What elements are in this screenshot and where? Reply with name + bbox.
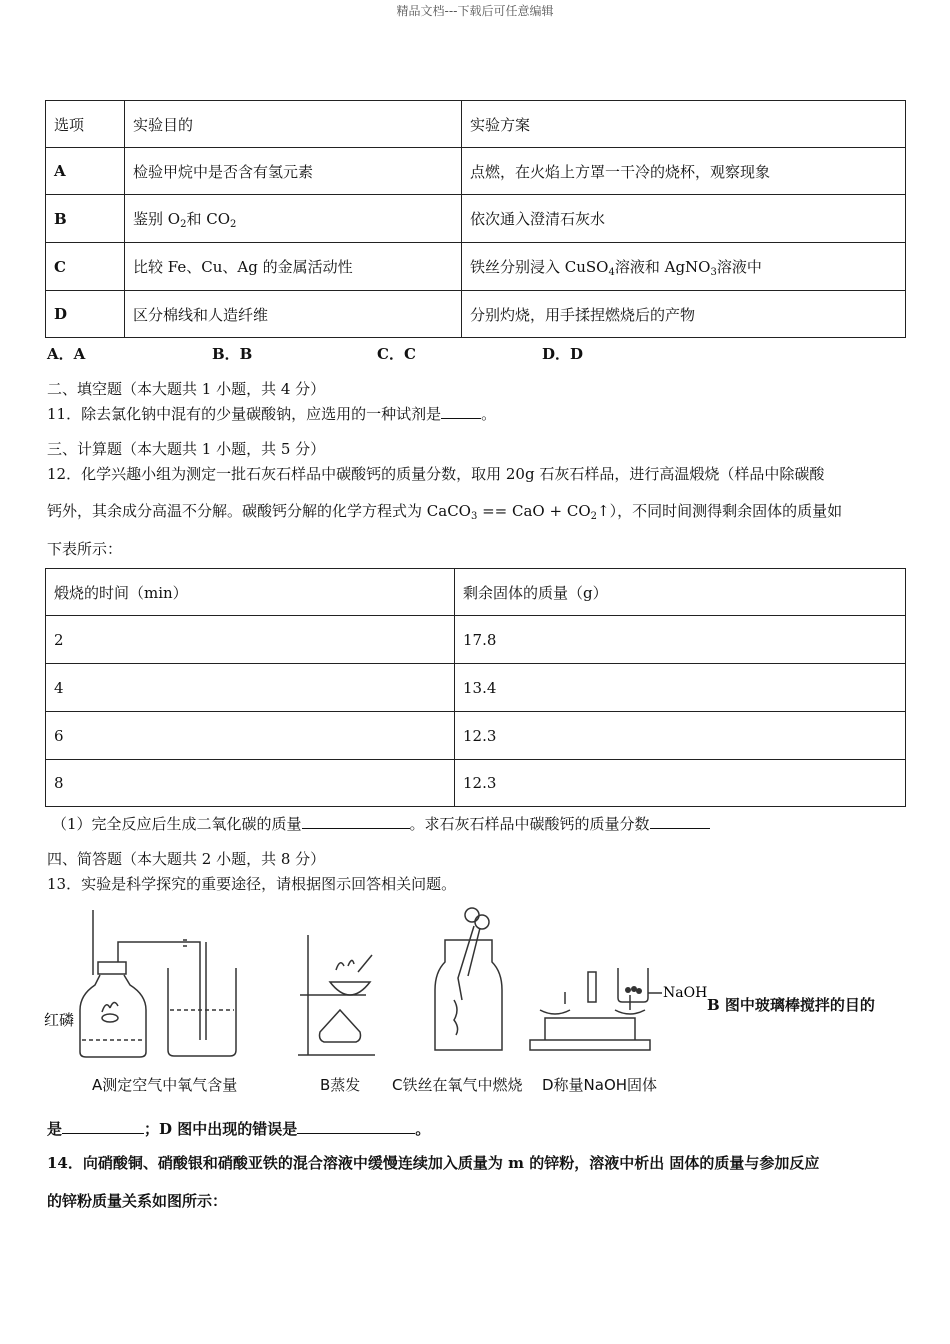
- text: 钙外，其余成分高温不分解。碳酸钙分解的化学方程式为 CaCO: [47, 502, 471, 520]
- question-12-line: [47, 500, 842, 522]
- section-heading: 二、填空题（本大题共 1 小题，共 4 分）: [47, 380, 326, 398]
- text: 溶液和 AgNO: [614, 257, 711, 276]
- subscript: 2: [590, 511, 597, 522]
- caption-b: B蒸发: [320, 1076, 361, 1094]
- balance-body: [545, 1018, 635, 1040]
- question-13: 13．实验是科学探究的重要途径，请根据图示回答相关问题。: [47, 875, 457, 893]
- subscript: 4: [608, 266, 615, 278]
- connecting-tube: [118, 942, 200, 1040]
- plan-cell: 依次通入澄清石灰水: [462, 195, 906, 243]
- time-cell: 6: [46, 712, 455, 760]
- beaker-icon: [168, 968, 236, 1056]
- mass-cell: 12.3: [455, 760, 906, 807]
- table-row: [46, 664, 906, 712]
- option-cell: B: [46, 195, 125, 243]
- table-row: [46, 291, 906, 338]
- plan-cell: [462, 243, 906, 291]
- subscript: 2: [180, 218, 187, 230]
- text: == CaO + CO: [477, 502, 591, 520]
- option-cell: C: [46, 243, 125, 291]
- text: 11．除去氯化钠中混有的少量碳酸钠，应选用的一种试剂是: [47, 405, 442, 423]
- purpose-cell: 区分棉线和人造纤维: [125, 291, 462, 338]
- naoh-pellet: [625, 987, 631, 993]
- flame-icon: [102, 1002, 118, 1012]
- time-cell: 2: [46, 616, 455, 664]
- tongs-arm: [458, 926, 480, 1000]
- gas-jar-icon: [435, 940, 502, 1050]
- text: 铁丝分别浸入 CuSO: [470, 257, 609, 276]
- time-cell: 8: [46, 760, 455, 807]
- subscript: 3: [710, 266, 717, 278]
- answer-blank: [441, 404, 481, 419]
- purpose-cell: [125, 195, 462, 243]
- table-header-row: [46, 101, 906, 148]
- header-cell: 剩余固体的质量（g）: [455, 569, 906, 616]
- option-cell: A: [46, 148, 125, 195]
- stopper: [98, 962, 126, 974]
- caption-c: C铁丝在氧气中燃烧: [392, 1076, 523, 1094]
- question-12-line: 12．化学兴趣小组为测定一批石灰石样品中碳酸钙的质量分数，取用 20g 石灰石样品，进行高温煅烧（样品中除碳酸: [47, 465, 825, 483]
- text: ；D 图中出现的错误是: [144, 1120, 298, 1138]
- text: 。: [415, 1120, 431, 1138]
- table-row: [46, 712, 906, 760]
- question-12-line: 下表所示：: [47, 540, 123, 558]
- balance-base-icon: [530, 1040, 650, 1050]
- question-12-part1: [52, 813, 710, 834]
- naoh-pellet: [636, 988, 642, 994]
- label-naoh: NaOH: [663, 985, 708, 1001]
- mass-cell: 12.3: [455, 712, 906, 760]
- answer-option-b: B．B: [212, 345, 253, 363]
- table-row: [46, 616, 906, 664]
- glass-rod-icon: [358, 955, 372, 972]
- spoon-icon: [102, 1014, 118, 1022]
- table-row: [46, 760, 906, 807]
- section-heading: 四、简答题（本大题共 2 小题，共 8 分）: [47, 850, 326, 868]
- plan-cell: 分别灼烧，用手揉捏燃烧后的产物: [462, 291, 906, 338]
- question-13-line2: [47, 1118, 430, 1139]
- answer-option-a: A．A: [47, 345, 86, 363]
- plan-cell: 点燃，在火焰上方罩一干冷的烧杯，观察现象: [462, 148, 906, 195]
- time-cell: 4: [46, 664, 455, 712]
- answer-blank: [62, 1119, 144, 1134]
- answer-blank: [297, 1119, 415, 1134]
- tongs-icon: [465, 908, 479, 922]
- small-beaker-icon: [618, 968, 648, 1002]
- iron-wire-icon: [454, 1000, 458, 1035]
- right-pan-icon: [615, 995, 645, 1014]
- text: 和 CO: [186, 209, 230, 228]
- text: （1）完全反应后生成二氧化碳的质量: [52, 815, 302, 833]
- option-cell: D: [46, 291, 125, 338]
- label-red-phosphorus: 红磷: [44, 1011, 75, 1029]
- text: 。求石灰石样品中碳酸钙的质量分数: [409, 815, 650, 833]
- answer-blank: [650, 814, 710, 829]
- header-cell: 选项: [46, 101, 125, 148]
- header-cell: 煅烧的时间（min）: [46, 569, 455, 616]
- table-row: [46, 148, 906, 195]
- table-row: [46, 195, 906, 243]
- table-header-row: [46, 569, 906, 616]
- evaporating-dish-icon: [330, 982, 370, 995]
- question-14-line: 14．向硝酸铜、硝酸银和硝酸亚铁的混合溶液中缓慢连续加入质量为 m 的锌粉，溶液中析出 固体的质量与参加反应: [47, 1154, 820, 1172]
- question-11: [47, 403, 496, 424]
- purpose-cell: 比较 Fe、Cu、Ag 的金属活动性: [125, 243, 462, 291]
- weight-icon: [588, 972, 596, 1002]
- steam-icon: [336, 960, 354, 970]
- caption-a: A测定空气中氧气含量: [92, 1076, 238, 1094]
- subscript: 3: [470, 511, 478, 522]
- question-14-line: 的锌粉质量关系如图所示：: [47, 1192, 228, 1210]
- text: 鉴别 O: [133, 209, 181, 228]
- text: 是: [47, 1120, 63, 1138]
- text: 溶液中: [716, 257, 762, 276]
- tongs-icon: [475, 915, 489, 929]
- data-table: [45, 568, 906, 807]
- header-cell: 实验方案: [462, 101, 906, 148]
- page-header: 精品文档---下载后可任意编辑: [396, 4, 554, 18]
- table-row: [46, 243, 906, 291]
- answer-option-d: D．D: [542, 345, 584, 363]
- answer-option-c: C．C: [377, 345, 416, 363]
- left-pan-icon: [540, 992, 570, 1014]
- clamp-icon: [183, 940, 187, 946]
- answer-blank: [302, 814, 410, 829]
- question-13-side-text: B 图中玻璃棒搅拌的目的: [707, 996, 875, 1014]
- header-cell: 实验目的: [125, 101, 462, 148]
- section-heading: 三、计算题（本大题共 1 小题，共 5 分）: [47, 440, 326, 458]
- mass-cell: 13.4: [455, 664, 906, 712]
- text: ↑），不同时间测得剩余固体的质量如: [597, 502, 843, 520]
- text: 。: [481, 405, 497, 423]
- subscript: 2: [230, 218, 237, 230]
- flask-icon: [80, 975, 146, 1057]
- mass-cell: 17.8: [455, 616, 906, 664]
- options-table: [45, 100, 906, 338]
- alcohol-lamp-icon: [320, 1010, 361, 1042]
- purpose-cell: 检验甲烷中是否含有氢元素: [125, 148, 462, 195]
- caption-d: D称量NaOH固体: [542, 1076, 658, 1094]
